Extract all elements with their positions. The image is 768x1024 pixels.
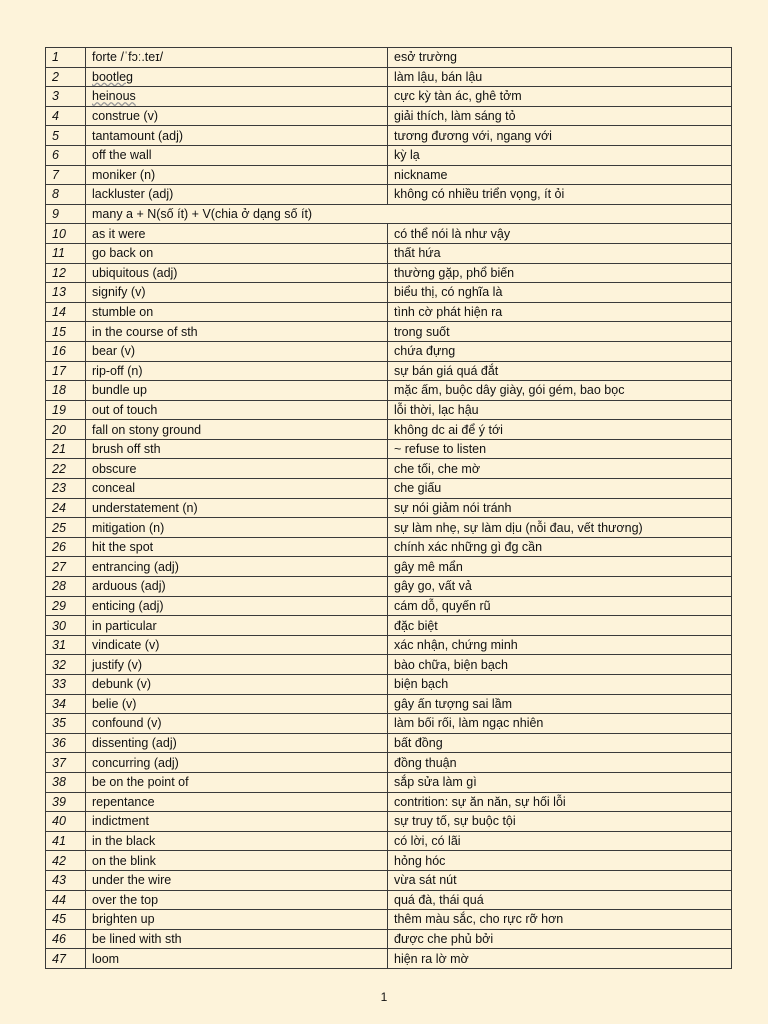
term-cell [86,635,388,655]
meaning-cell: tương đương với, ngang với [388,126,732,146]
row-number: 5 [46,126,86,146]
table-row [46,459,732,479]
row-number: 19 [46,400,86,420]
table-row [46,498,732,518]
term-text: ubiquitous (adj) [92,265,178,280]
row-number: 13 [46,283,86,303]
term-cell [86,616,388,636]
row-number: 38 [46,772,86,792]
row-number: 47 [46,949,86,969]
meaning-cell: làm bối rối, làm ngạc nhiên [388,714,732,734]
term-text: in the course of sth [92,324,198,339]
table-row [46,851,732,871]
term-text: indictment [92,814,149,829]
table-row [46,106,732,126]
row-number: 7 [46,165,86,185]
row-number: 35 [46,714,86,734]
table-row [46,635,732,655]
row-number: 9 [46,204,86,224]
term-cell [86,381,388,401]
table-row [46,283,732,303]
meaning-cell: thất hứa [388,243,732,263]
row-number: 39 [46,792,86,812]
term-cell [86,67,388,87]
table-row [46,165,732,185]
table-row [46,204,732,224]
term-cell [86,577,388,597]
table-row [46,655,732,675]
table-row [46,792,732,812]
term-text: obscure [92,461,137,476]
term-cell [86,518,388,538]
term-cell [86,224,388,244]
term-text: stumble on [92,305,154,320]
term-cell [86,87,388,107]
row-number: 18 [46,381,86,401]
term-text: entrancing (adj) [92,559,179,574]
term-text: debunk (v) [92,677,152,692]
term-cell [86,772,388,792]
term-text: moniker (n) [92,167,156,182]
table-row [46,557,732,577]
row-number: 32 [46,655,86,675]
table-row [46,381,732,401]
table-row [46,263,732,283]
meaning-cell: chứa đựng [388,341,732,361]
row-number: 26 [46,537,86,557]
table-row [46,400,732,420]
meaning-cell: gây go, vất vả [388,577,732,597]
meaning-cell: kỳ lạ [388,145,732,165]
meaning-cell: quá đà, thái quá [388,890,732,910]
term-cell [86,792,388,812]
meaning-cell: cám dỗ, quyến rũ [388,596,732,616]
term-cell [86,48,388,68]
row-number: 15 [46,322,86,342]
row-number: 33 [46,675,86,695]
table-row [46,439,732,459]
meaning-cell: che tối, che mờ [388,459,732,479]
table-row [46,479,732,499]
row-number: 16 [46,341,86,361]
meaning-cell: cực kỳ tàn ác, ghê tởm [388,87,732,107]
row-number: 1 [46,48,86,68]
row-number: 3 [46,87,86,107]
vocabulary-table-body [46,48,732,969]
row-number: 42 [46,851,86,871]
table-row [46,87,732,107]
term-text: hit the spot [92,540,154,555]
term-text: off the wall [92,148,152,163]
meaning-cell: không có nhiều triển vọng, ít ỏi [388,185,732,205]
row-number: 46 [46,929,86,949]
term-text: loom [92,951,120,966]
meaning-cell: bất đồng [388,733,732,753]
term-text: lackluster (adj) [92,187,174,202]
term-cell [86,185,388,205]
table-row [46,243,732,263]
meaning-cell: hỏng hóc [388,851,732,871]
term-cell [86,165,388,185]
term-cell [86,420,388,440]
meaning-cell: thường gặp, phổ biến [388,263,732,283]
term-cell [86,439,388,459]
row-number: 24 [46,498,86,518]
table-row [46,185,732,205]
term-text: out of touch [92,402,158,417]
term-cell [86,890,388,910]
term-cell [86,812,388,832]
term-cell [86,694,388,714]
term-cell [86,949,388,969]
term-cell [86,283,388,303]
row-number: 4 [46,106,86,126]
table-row [46,361,732,381]
term-text: in particular [92,618,157,633]
term-text: dissenting (adj) [92,736,177,751]
term-text: mitigation (n) [92,520,165,535]
term-cell [86,459,388,479]
table-row [46,910,732,930]
term-text: brighten up [92,912,155,927]
row-number: 21 [46,439,86,459]
table-row [46,302,732,322]
table-row [46,48,732,68]
table-row [46,537,732,557]
meaning-cell: xác nhận, chứng minh [388,635,732,655]
term-cell [86,870,388,890]
table-row [46,126,732,146]
term-text: concurring (adj) [92,755,179,770]
meaning-cell: contrition: sự ăn năn, sự hối lỗi [388,792,732,812]
term-text: over the top [92,892,159,907]
table-row [46,341,732,361]
term-text: enticing (adj) [92,598,164,613]
term-text: many a + N(số ít) + V(chia ở dạng số ít) [92,207,313,222]
meaning-cell: đặc biệt [388,616,732,636]
row-number: 17 [46,361,86,381]
meaning-cell: trong suốt [388,322,732,342]
row-number: 29 [46,596,86,616]
meaning-cell: hiện ra lờ mờ [388,949,732,969]
meaning-cell: gây mê mẩn [388,557,732,577]
page-number: 1 [380,990,388,1004]
row-number: 6 [46,145,86,165]
term-cell [86,596,388,616]
term-text: brush off sth [92,442,161,457]
row-number: 20 [46,420,86,440]
term-cell [86,498,388,518]
table-row [46,714,732,734]
table-row [46,890,732,910]
meaning-cell: esở trường [388,48,732,68]
term-text: fall on stony ground [92,422,202,437]
term-text: on the blink [92,853,156,868]
table-row [46,596,732,616]
term-text: forte /ˈfɔː.teɪ/ [92,50,164,65]
meaning-cell: chính xác những gì đg cần [388,537,732,557]
meaning-cell: che giấu [388,479,732,499]
meaning-cell: ~ refuse to listen [388,439,732,459]
row-number: 12 [46,263,86,283]
term-cell [86,910,388,930]
meaning-cell: được che phủ bởi [388,929,732,949]
meaning-cell: giải thích, làm sáng tỏ [388,106,732,126]
term-cell [86,655,388,675]
meaning-cell: sắp sửa làm gì [388,772,732,792]
table-row [46,929,732,949]
term-text: tantamount (adj) [92,128,184,143]
term-text: under the wire [92,873,172,888]
row-number: 41 [46,831,86,851]
term-text: rip-off (n) [92,363,143,378]
meaning-cell: bào chữa, biện bạch [388,655,732,675]
term-text: as it were [92,226,146,241]
meaning-cell: tình cờ phát hiện ra [388,302,732,322]
row-number: 22 [46,459,86,479]
term-cell [86,263,388,283]
term-cell [86,733,388,753]
row-number: 37 [46,753,86,773]
term-cell [86,204,732,224]
table-row [46,145,732,165]
term-cell [86,126,388,146]
meaning-cell: sự bán giá quá đắt [388,361,732,381]
table-row [46,518,732,538]
table-row [46,675,732,695]
table-row [46,753,732,773]
meaning-cell: sự truy tố, sự buộc tội [388,812,732,832]
term-text: understatement (n) [92,500,198,515]
meaning-cell: mặc ấm, buộc dây giày, gói gém, bao bọc [388,381,732,401]
row-number: 45 [46,910,86,930]
term-cell [86,302,388,322]
meaning-cell: biểu thị, có nghĩa là [388,283,732,303]
term-cell [86,322,388,342]
term-text: be lined with sth [92,932,182,947]
term-cell [86,479,388,499]
meaning-cell: vừa sát nút [388,870,732,890]
term-cell [86,145,388,165]
meaning-cell: lỗi thời, lạc hậu [388,400,732,420]
vocabulary-table [45,47,732,969]
term-cell [86,851,388,871]
term-text: heinous [92,89,136,104]
term-cell [86,675,388,695]
term-cell [86,400,388,420]
term-text: bootleg [92,69,134,84]
term-text: vindicate (v) [92,638,160,653]
term-cell [86,557,388,577]
term-text: bundle up [92,383,147,398]
term-cell [86,753,388,773]
table-row [46,949,732,969]
table-row [46,322,732,342]
term-text: be on the point of [92,775,189,790]
term-text: signify (v) [92,285,146,300]
row-number: 31 [46,635,86,655]
term-cell [86,106,388,126]
term-cell [86,361,388,381]
meaning-cell: gây ấn tượng sai lầm [388,694,732,714]
meaning-cell: làm lậu, bán lậu [388,67,732,87]
term-cell [86,537,388,557]
table-row [46,733,732,753]
row-number: 27 [46,557,86,577]
row-number: 44 [46,890,86,910]
term-cell [86,341,388,361]
meaning-cell: đồng thuận [388,753,732,773]
row-number: 23 [46,479,86,499]
table-row [46,694,732,714]
term-text: justify (v) [92,657,142,672]
term-text: confound (v) [92,716,162,731]
table-row [46,812,732,832]
row-number: 10 [46,224,86,244]
meaning-cell: thêm màu sắc, cho rực rỡ hơn [388,910,732,930]
table-row [46,831,732,851]
term-text: in the black [92,834,156,849]
term-cell [86,831,388,851]
term-text: bear (v) [92,344,136,359]
row-number: 40 [46,812,86,832]
row-number: 30 [46,616,86,636]
term-cell [86,714,388,734]
term-cell [86,243,388,263]
row-number: 2 [46,67,86,87]
term-text: construe (v) [92,109,158,124]
term-text: arduous (adj) [92,579,166,594]
row-number: 28 [46,577,86,597]
row-number: 14 [46,302,86,322]
row-number: 8 [46,185,86,205]
term-cell [86,929,388,949]
term-text: belie (v) [92,696,137,711]
row-number: 25 [46,518,86,538]
row-number: 11 [46,243,86,263]
table-row [46,870,732,890]
table-row [46,67,732,87]
table-row [46,224,732,244]
row-number: 34 [46,694,86,714]
table-row [46,577,732,597]
meaning-cell: biện bạch [388,675,732,695]
meaning-cell: sự làm nhẹ, sự làm dịu (nỗi đau, vết thương) [388,518,732,538]
meaning-cell: nickname [388,165,732,185]
term-text: repentance [92,794,155,809]
row-number: 43 [46,870,86,890]
meaning-cell: có lời, có lãi [388,831,732,851]
table-row [46,420,732,440]
row-number: 36 [46,733,86,753]
table-row [46,772,732,792]
meaning-cell: không dc ai để ý tới [388,420,732,440]
term-text: go back on [92,246,154,261]
term-text: conceal [92,481,136,496]
table-row [46,616,732,636]
meaning-cell: sự nói giảm nói tránh [388,498,732,518]
meaning-cell: có thể nói là như vậy [388,224,732,244]
